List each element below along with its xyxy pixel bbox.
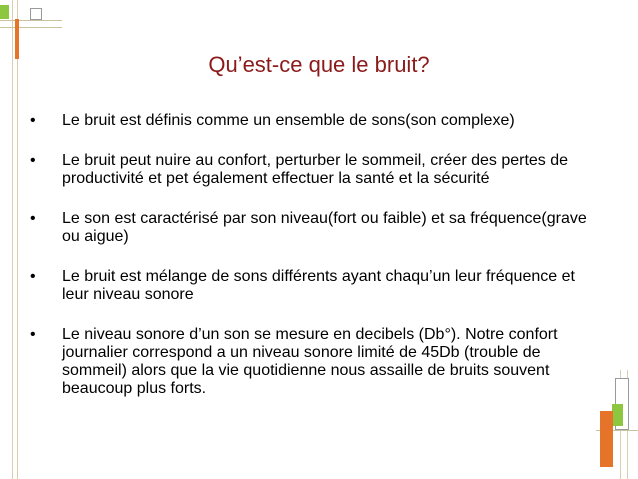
- bullet-text: Le bruit est définis comme un ensemble de sons(son complexe): [62, 112, 515, 129]
- bullet-text: Le bruit est mélange de sons différents ayant chaqu’un leur fréquence et leur niveau sonore: [62, 268, 575, 303]
- bullet-dot: •: [30, 268, 36, 285]
- bullet-item: [30, 268, 595, 304]
- bullet-item: [30, 210, 595, 246]
- bullet-text: Le bruit peut nuire au confort, perturber le sommeil, créer des pertes de productivité et pet également effectuer la santé et la sécurité: [62, 152, 569, 187]
- green-square-decoration: [612, 404, 623, 426]
- bullet-item: [30, 326, 595, 398]
- green-square-decoration: [0, 5, 9, 19]
- bullet-list: [30, 112, 595, 420]
- slide-title: Qu’est-ce que le bruit?: [208, 52, 430, 77]
- bullet-dot: •: [30, 326, 36, 343]
- bullet-dot: •: [30, 210, 36, 227]
- bullet-dot: •: [30, 152, 36, 169]
- bullet-dot: •: [30, 112, 36, 129]
- bullet-item: [30, 152, 595, 188]
- bullet-item: [30, 112, 595, 130]
- bullet-text: Le niveau sonore d’un son se mesure en decibels (Db°). Notre confort journalier correspond a un niveau sonore limité de 45Db (trouble de sommeil) alors que la vie quotidienne nous assaille de bruits souvent beaucoup plus forts.: [62, 326, 558, 397]
- white-square-decoration: [30, 8, 42, 20]
- bullet-text: Le son est caractérisé par son niveau(fort ou faible) et sa fréquence(grave ou aigue): [62, 210, 587, 245]
- frame-line: [0, 20, 62, 21]
- frame-line: [0, 27, 62, 28]
- orange-bar-decoration: [600, 411, 613, 467]
